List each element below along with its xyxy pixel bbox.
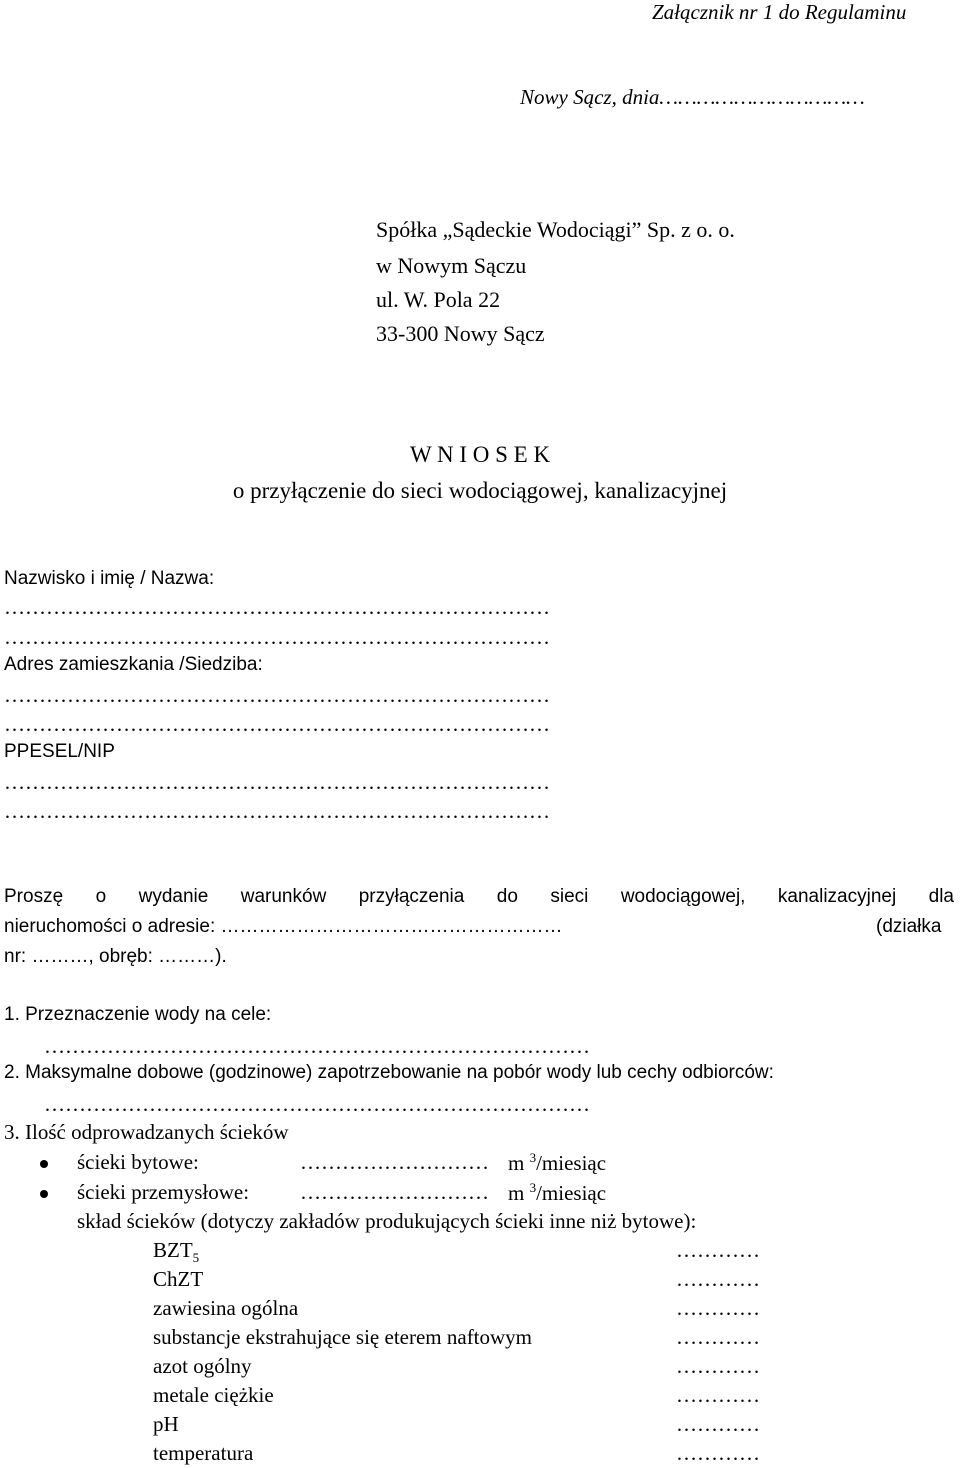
form-subtitle: o przyłączenie do sieci wodociągowej, kanalizacyjnej <box>232 478 728 503</box>
parameter-value-dots[interactable]: ………… <box>676 1412 760 1436</box>
request-word: warunków <box>240 886 327 907</box>
industrial-sewage-unit: m $^3$/miesiąc <box>508 1180 607 1205</box>
parameter-label: temperatura <box>153 1441 254 1465</box>
pesel-nip-line-1[interactable]: …………………………………………………………………… <box>4 770 550 794</box>
bullet-icon <box>40 1160 48 1168</box>
parameter-value-dots[interactable]: ………… <box>676 1325 760 1349</box>
request-word: przyłączenia <box>358 886 465 907</box>
pesel-nip-label: PPESEL/NIP <box>4 741 115 762</box>
parameter-label: pH <box>153 1412 179 1436</box>
item-3-sewage: 3. Ilość odprowadzanych ścieków <box>4 1120 289 1144</box>
parameter-label: azot ogólny <box>153 1354 252 1378</box>
parameter-value-dots[interactable]: ………… <box>676 1383 760 1407</box>
request-text-line-3-plot-precinct[interactable]: nr: ………, obręb: ………). <box>4 946 227 967</box>
parameter-value-dots[interactable]: ………… <box>676 1238 760 1262</box>
name-line-1[interactable]: …………………………………………………………………… <box>4 595 550 619</box>
attachment-note: Załącznik nr 1 do Regulaminu <box>652 0 907 24</box>
industrial-sewage-label: ścieki przemysłowe: <box>77 1180 250 1204</box>
sewage-composition-label: skład ścieków (dotyczy zakładów produkujących ścieki inne niż bytowe): <box>77 1209 697 1233</box>
bullet-icon <box>40 1190 48 1198</box>
request-word: wodociągowej, <box>620 886 746 907</box>
request-word: Proszę <box>4 886 64 907</box>
address-line-1[interactable]: …………………………………………………………………… <box>4 683 550 707</box>
parameter-label: ChZT <box>153 1267 204 1291</box>
request-word: sieci <box>550 886 589 907</box>
parameter-value-dots[interactable]: ………… <box>676 1441 760 1465</box>
request-text-line-2-plot: (działka <box>876 916 942 937</box>
domestic-sewage-dots[interactable]: ……………………… <box>300 1150 489 1174</box>
name-line-2[interactable]: …………………………………………………………………… <box>4 625 550 649</box>
address-label: Adres zamieszkania /Siedziba: <box>4 654 263 675</box>
parameter-value-dots[interactable]: ………… <box>676 1354 760 1378</box>
parameter-label: $BZT_5$ <box>153 1238 200 1266</box>
recipient-line-2: w Nowym Sączu <box>376 253 527 278</box>
item-1-dots[interactable]: …………………………………………………………………… <box>44 1034 590 1058</box>
place-date-field[interactable]: Nowy Sącz, dnia…………………………… <box>520 85 865 109</box>
request-word: do <box>496 886 518 907</box>
request-word: dla <box>928 886 954 907</box>
parameter-label: zawiesina ogólna <box>153 1296 299 1320</box>
parameter-label: metale ciężkie <box>153 1383 274 1407</box>
item-1-water-purpose: 1. Przeznaczenie wody na cele: <box>4 1004 272 1025</box>
domestic-sewage-label: ścieki bytowe: <box>77 1150 199 1174</box>
form-title: W N I O S E K <box>409 442 551 467</box>
pesel-nip-line-2[interactable]: …………………………………………………………………… <box>4 799 550 823</box>
parameter-label: substancje ekstrahujące się eterem naftowym <box>153 1325 533 1349</box>
request-text-line-2-address[interactable]: nieruchomości o adresie: ……………………………………………… <box>4 916 563 937</box>
recipient-line-1: Spółka „Sądeckie Wodociągi” Sp. z o. o. <box>376 217 735 242</box>
industrial-sewage-dots[interactable]: ……………………… <box>300 1180 489 1204</box>
name-label: Nazwisko i imię / Nazwa: <box>4 568 215 589</box>
request-word: o <box>95 886 107 907</box>
address-line-2[interactable]: …………………………………………………………………… <box>4 712 550 736</box>
item-2-dots[interactable]: …………………………………………………………………… <box>44 1092 590 1116</box>
item-2-max-demand: 2. Maksymalne dobowe (godzinowe) zapotrzebowanie na pobór wody lub cechy odbiorców: <box>4 1062 774 1083</box>
request-text-line-1 <box>4 886 954 909</box>
request-word: kanalizacyjnej <box>777 886 897 907</box>
domestic-sewage-unit: m $^3$/miesiąc <box>508 1150 607 1175</box>
recipient-line-4: 33-300 Nowy Sącz <box>376 321 545 346</box>
parameter-value-dots[interactable]: ………… <box>676 1296 760 1320</box>
parameter-value-dots[interactable]: ………… <box>676 1267 760 1291</box>
recipient-line-3: ul. W. Pola 22 <box>376 287 501 312</box>
request-word: wydanie <box>138 886 209 907</box>
